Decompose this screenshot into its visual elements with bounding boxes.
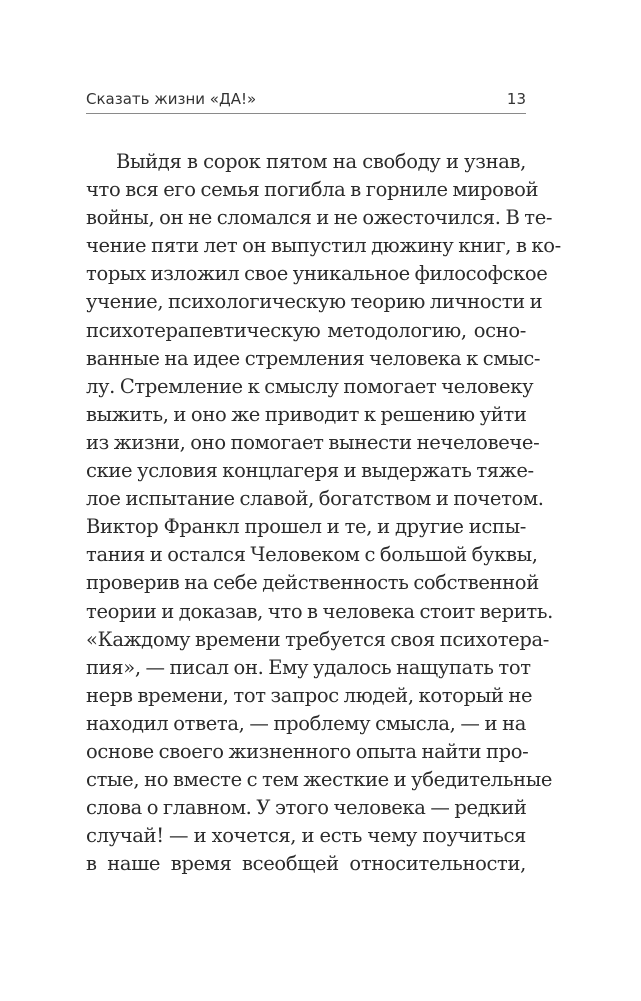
text-line: случай! — и хочется, и есть чему поучиться xyxy=(86,824,526,848)
text-line: Выйдя в сорок пятом на свободу и узнав, xyxy=(116,150,526,173)
text-line: находил ответа, — проблему смысла, — и на xyxy=(86,711,526,735)
text-line: лое испытание славой, богатством и почетом. xyxy=(86,487,544,511)
text-line: Виктор Франкл прошел и те, и другие испы- xyxy=(86,515,526,539)
text-line: нерв времени, тот запрос людей, который не xyxy=(86,683,533,707)
text-line: что вся его семья погибла в горниле мировой xyxy=(86,178,539,202)
running-header xyxy=(86,88,526,114)
text-line: чение пяти лет он выпустил дюжину книг, в ко- xyxy=(86,234,561,258)
text-line: тания и остался Человеком с большой буквы, xyxy=(86,543,538,567)
text-line: стые, но вместе с тем жесткие и убедительные xyxy=(86,768,553,792)
text-line: торых изложил свое уникальное философское xyxy=(86,262,548,286)
text-line: из жизни, оно помогает вынести нечеловече- xyxy=(86,430,540,454)
text-line: войны, он не сломался и не ожесточился. В те- xyxy=(86,206,553,230)
text-line: психотерапевтическую методологию, осно- xyxy=(86,318,526,342)
text-line: «Каждому времени требуется своя психотера- xyxy=(86,627,549,651)
text-line: выжить, и оно же приводит к решению уйти xyxy=(86,402,527,426)
text-line: ские условия концлагеря и выдержать тяже- xyxy=(86,459,534,483)
text-line: теории и доказав, что в человека стоит верить. xyxy=(86,599,553,623)
page-number: 13 xyxy=(506,90,526,108)
text-line: основе своего жизненного опыта найти про- xyxy=(86,739,529,763)
text-line: в наше время всеобщей относительности, xyxy=(86,852,526,876)
text-line: проверив на себе действенность собственной xyxy=(86,571,539,595)
running-title: Сказать жизни «ДА!» xyxy=(86,90,257,108)
text-line: слова о главном. У этого человека — редкий xyxy=(86,796,527,820)
text-line: лу. Стремление к смыслу помогает человеку xyxy=(86,374,534,398)
text-line: пия», — писал он. Ему удалось нащупать тот xyxy=(86,655,531,679)
text-line: учение, психологическую теорию личности и xyxy=(86,290,543,314)
body-text xyxy=(86,148,561,878)
text-line: ванные на идее стремления человека к смыс- xyxy=(86,346,541,370)
